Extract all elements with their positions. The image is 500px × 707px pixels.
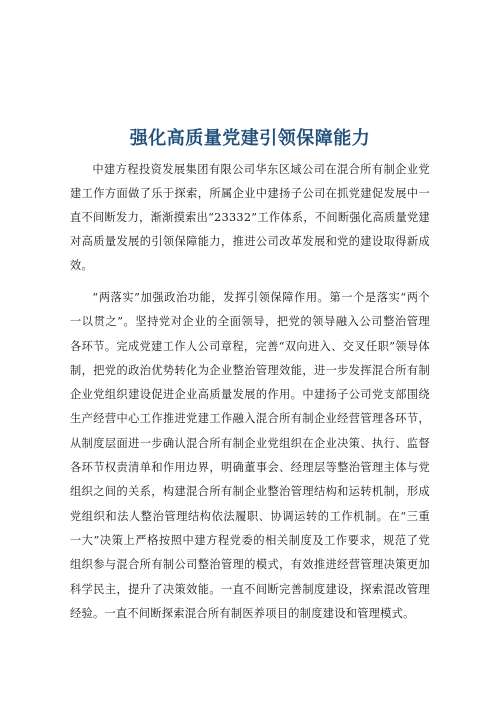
paragraph-two-implementations: “两落实”加强政治功能，发挥引领保障作用。第一个是落实“两个一以贯之”。坚持党对企业的全面领导，把党的领导融入公司整治管理各环节。完成党建工作人公司章程，完善“双向进入、交叉任职”领导体制，把党的政治优势转化为企业整治管理效能，进一步发挥混合所有制企业党组织建设促进企业高质量发展的作用。中建扬子公司党支部围绕生产经营中心工作推进党建工作融入混合所有制企业经营管理各环节，从制度层面进一步确认混合所有制企业党组织在企业决策、执行、监督各环节权责清单和作用边界，明确董事会、经理层等整治管理主体与党组织之间的关系，构建混合所有制企业整治管理结构和运转机制，形成党组织和法人整治管理结构依法履职、协调运转的工作机制。在“三重一大”决策上严格按照中建方程党委的相关制度及工作要求，规范了党组织参与混合所有制公司整治管理的模式，有效推进经营管理决策更加科学民主，提升了决策效能。一直不间断完善制度建设，探索混改管理经验。一直不间断探索混合所有制医养项目的制度建设和管理模式。 [70,291,430,620]
paragraph-intro: 中建方程投资发展集团有限公司华东区域公司在混合所有制企业党建工作方面做了乐于探索，所属企业中建扬子公司在抓党建促发展中一直不间断发力，渐渐摸索出“23332”工作体系，不间断强化高质量党建对高质量发展的引领保障能力，推进公司改革发展和党的建设取得新成效。 [70,163,430,272]
document-title: 强化高质量党建引领保障能力 [129,128,371,149]
